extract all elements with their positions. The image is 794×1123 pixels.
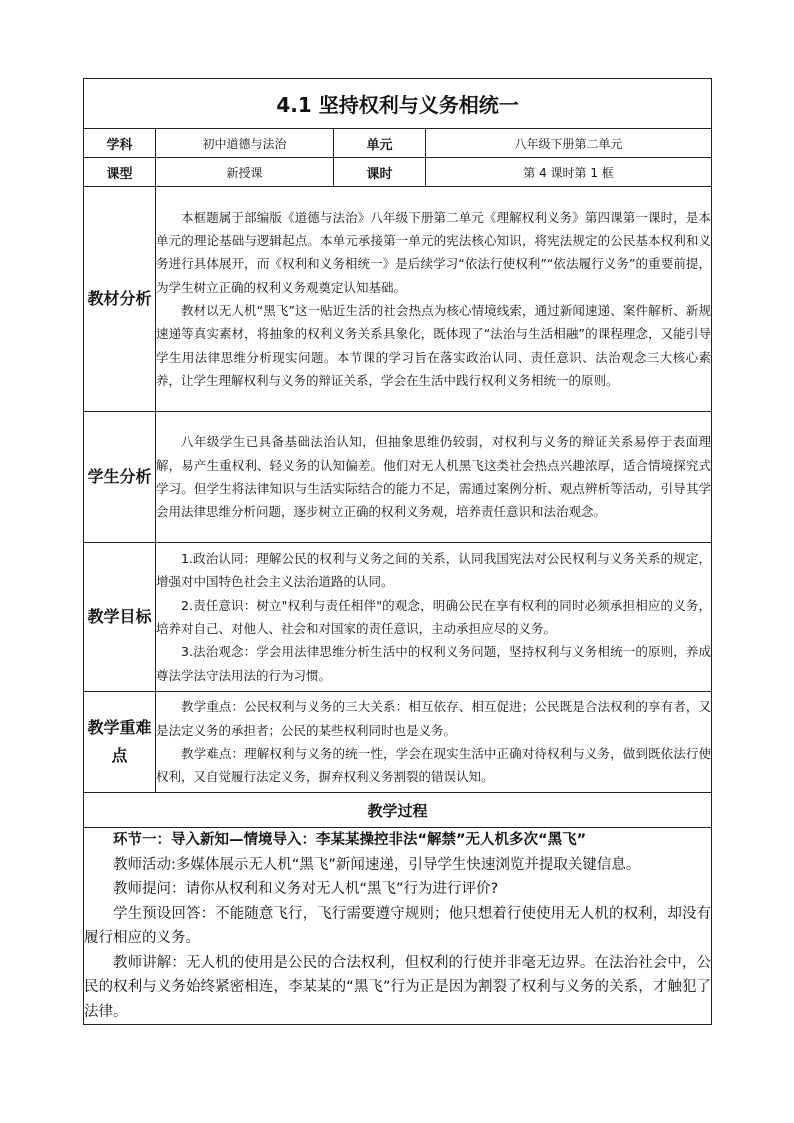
student-analysis-text	[156, 412, 712, 543]
info-row-subject	[84, 129, 712, 158]
info-row-lesson	[84, 158, 712, 187]
period-value: 第 4 课时第 1 框	[426, 158, 712, 187]
student-analysis-row	[84, 412, 712, 543]
material-analysis-label: 教材分析	[84, 187, 156, 412]
subject-value: 初中道德与法治	[156, 129, 334, 158]
goal-paragraph: 2.责任意识：树立"权利与责任相伴"的观念，明确公民在享有权利的同时必须承担相应的义务，培养对自己、对他人、社会和对国家的责任意识，主动承担应尽的义务。	[156, 597, 712, 636]
period-label: 课时	[334, 158, 426, 187]
student-analysis-label: 学生分析	[84, 412, 156, 543]
process-content	[84, 828, 712, 1025]
students-paragraph: 八年级学生已具备基础法治认知，但抽象思维仍较弱，对权利与义务的辩证关系易停于表面理解，易产生重权利、轻义务的认知偏差。他们对无人机黑飞这类社会热点兴趣浓厚，适合情境探究式学习。但学生将法律知识与生活实际结合的能力不足，需通过案例分析、观点辨析等活动，引导其学会用法律思维分析问题，逐步树立正确的权利义务观，培养责任意识和法治观念。	[156, 434, 712, 520]
process-paragraph: 教师讲解：无人机的使用是公民的合法权利，但权利的行使并非毫无边界。在法治社会中，公民的权利与义务始终紧密相连，李某某的“黑飞”行为正是因为割裂了权利与义务的关系，才触犯了法律。	[84, 954, 712, 1020]
key-points-label: 教学重难点	[84, 692, 156, 793]
link-one-title: 环节一：导入新知—情境导入：李某某操控非法“解禁”无人机多次“黑飞”	[113, 832, 587, 848]
lesson-plan-table	[83, 78, 712, 1025]
process-heading: 教学过程	[84, 793, 712, 828]
process-paragraph: 教师提问：请你从权利和义务对无人机“黑飞”行为进行评价?	[113, 881, 499, 897]
title-row	[84, 79, 712, 129]
material-analysis-row	[84, 187, 712, 412]
material-paragraph: 本框题属于部编版《道德与法治》八年级下册第二单元《理解权利义务》第四课第一课时，是本单元的理论基础与逻辑起点。本单元承接第一单元的宪法核心知识，将宪法规定的公民基本权利和义务进行具体展开，而《权利和义务相统一》是后续学习“依法行使权利”“依法履行义务”的重要前提，为学生树立正确的权利义务观奠定认知基础。	[156, 209, 712, 295]
material-paragraph: 教材以无人机“黑飞”这一贴近生活的社会热点为核心情境线索，通过新闻速递、案件解析、新规速递等真实素材，将抽象的权利义务关系具象化，既体现了“法治与生活相融”的课程理念，又能引导学生用法律思维分析现实问题。本节课的学习旨在落实政治认同、责任意识、法治观念三大核心素养，让学生理解权利与义务的辩证关系，学会在生活中践行权利义务相统一的原则。	[156, 303, 712, 388]
page-title: 4.1 坚持权利与义务相统一	[84, 79, 712, 129]
teaching-goals-text	[156, 543, 712, 692]
teaching-goals-label: 教学目标	[84, 543, 156, 692]
key-point-paragraph: 教学难点：理解权利与义务的统一性，学会在现实生活中正确对待权利与义务，做到既依法行使权利，又自觉履行法定义务，摒弃权利义务割裂的错误认知。	[156, 746, 712, 785]
goal-paragraph: 1.政治认同：理解公民的权利与义务之间的关系，认同我国宪法对公民权利与义务关系的规定，增强对中国特色社会主义法治道路的认同。	[156, 551, 712, 590]
lesson-plan-sheet	[83, 78, 711, 1025]
unit-value: 八年级下册第二单元	[426, 129, 712, 158]
process-content-row	[84, 828, 712, 1025]
key-points-text	[156, 692, 712, 793]
subject-label: 学科	[84, 129, 156, 158]
lesson-type-value: 新授课	[156, 158, 334, 187]
key-points-row	[84, 692, 712, 793]
material-analysis-text	[156, 187, 712, 412]
process-paragraph: 教师活动:多媒体展示无人机“黑飞”新闻速递，引导学生快速浏览并提取关键信息。	[113, 856, 641, 873]
process-heading-row	[84, 793, 712, 828]
goal-paragraph: 3.法治观念：学会用法律思维分析生活中的权利义务问题，坚持权利与义务相统一的原则，养成尊法学法守法用法的行为习惯。	[156, 644, 712, 683]
key-point-paragraph: 教学重点：公民权利与义务的三大关系：相互依存、相互促进；公民既是合法权利的享有者，又是法定义务的承担者；公民的某些权利同时也是义务。	[156, 699, 712, 738]
unit-label: 单元	[334, 129, 426, 158]
process-paragraph: 学生预设回答：不能随意飞行，飞行需要遵守规则；他只想着行使使用无人机的权利，却没有履行相应的义务。	[84, 905, 712, 946]
lesson-type-label: 课型	[84, 158, 156, 187]
teaching-goals-row	[84, 543, 712, 692]
